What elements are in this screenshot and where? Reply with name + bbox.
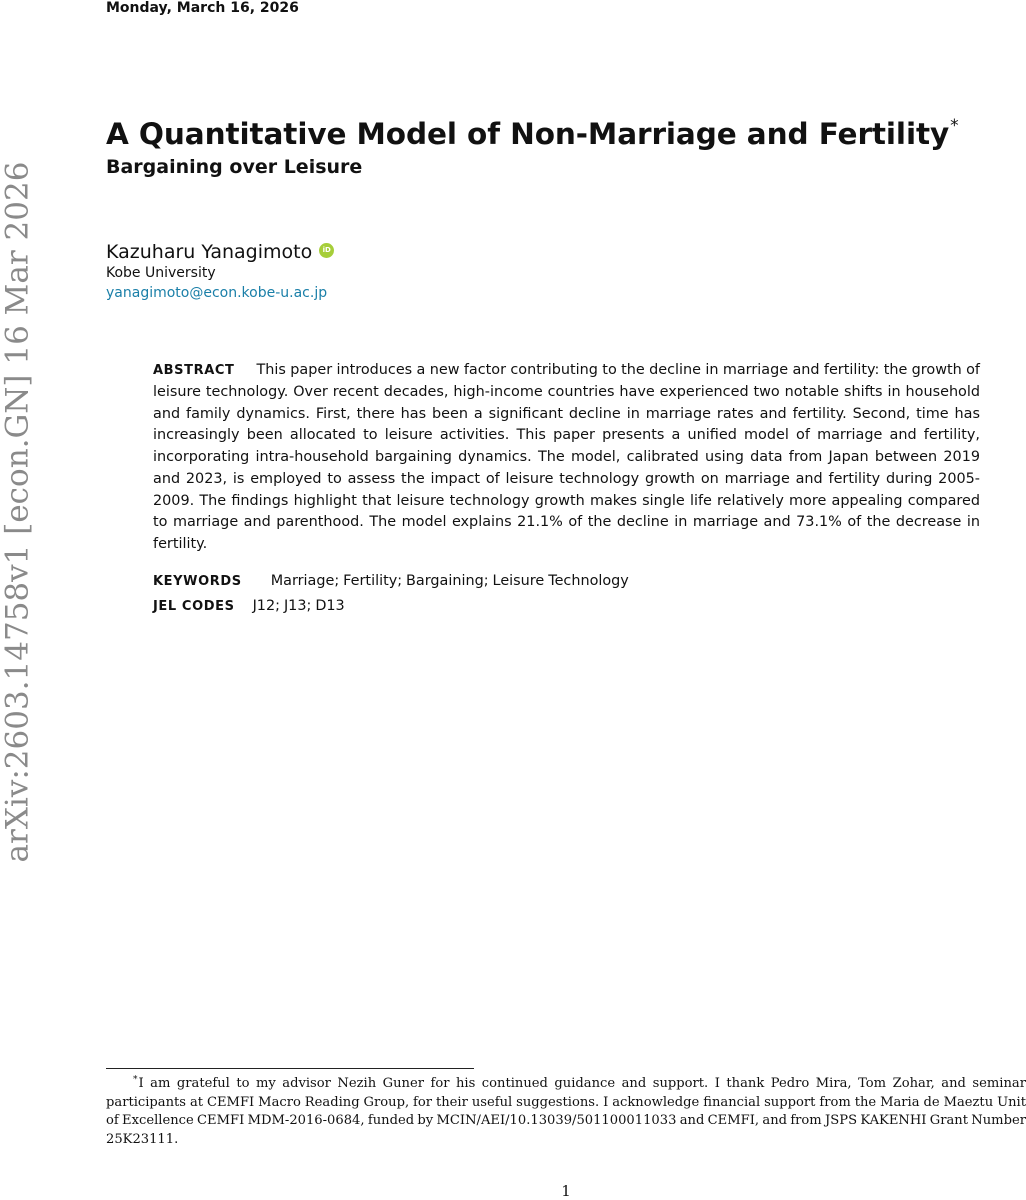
- footnote-mark: *: [133, 1075, 138, 1085]
- keywords-value: Marriage; Fertility; Bargaining; Leisure Technology: [270, 573, 629, 589]
- footnote-text: I am grateful to my advisor Nezih Guner for his continued guidance and support. I thank Pedro Mira, Tom Zohar, and seminar participants at CEMFI Macro Reading Group, for their useful suggestions. I acknowledge financial support from the Maria de Maeztu Unit of Excellence CEMFI MDM-2016-0684, funded by MCIN/AEI/10.13039/501100011033 and CEMFI, and from JSPS KAKENHI Grant Number 25K23111.: [106, 1076, 1026, 1147]
- jel-codes-label: JEL CODES: [153, 599, 235, 614]
- abstract-label: ABSTRACT: [153, 363, 235, 378]
- abstract: [153, 360, 980, 556]
- jel-codes-value: J12; J13; D13: [252, 598, 345, 614]
- header-date: Monday, March 16, 2026: [106, 0, 299, 16]
- page-number: 1: [561, 1182, 571, 1200]
- footnote: [106, 1071, 1026, 1149]
- author-block: [106, 238, 334, 304]
- author-affiliation: Kobe University: [106, 265, 216, 281]
- author-line: [106, 238, 334, 266]
- footnote-divider: [106, 1068, 474, 1069]
- paper-title: [106, 106, 959, 154]
- keywords-row: [153, 570, 629, 593]
- arxiv-identifier-text: arXiv:2603.14758v1 [econ.GN] 16 Mar 2026: [0, 161, 36, 863]
- orcid-icon-text: iD: [322, 246, 331, 254]
- keywords-label: KEYWORDS: [153, 574, 242, 589]
- abstract-text: This paper introduces a new factor contributing to the decline in marriage and fertility: the growth of leisure technology. Over recent decades, high-income countries have experienced two notable shifts in household and family dynamics. First, there has been a significant decline in marriage rates and fertility. Second, time has increasingly been allocated to leisure activities. This paper presents a unified model of marriage and fertility, incorporating intra-household bargaining dynamics. The model, calibrated using data from Japan between 2019 and 2023, is employed to assess the impact of leisure technology growth on marriage and fertility during 2005-2009. The findings highlight that leisure technology growth makes single life relatively more appealing compared to marriage and parenthood. The model explains 21.1% of the decline in marriage and 73.1% of the decrease in fertility.: [153, 362, 980, 552]
- orcid-icon[interactable]: [319, 243, 334, 258]
- paper-title-text: A Quantitative Model of Non-Marriage and Fertility: [106, 117, 950, 151]
- author-email-link[interactable]: yanagimoto@econ.kobe-u.ac.jp: [106, 285, 328, 301]
- author-name: Kazuharu Yanagimoto: [106, 241, 313, 263]
- jel-codes-row: [153, 595, 345, 618]
- title-footnote-mark[interactable]: *: [950, 116, 959, 136]
- paper-subtitle: Bargaining over Leisure: [106, 156, 363, 178]
